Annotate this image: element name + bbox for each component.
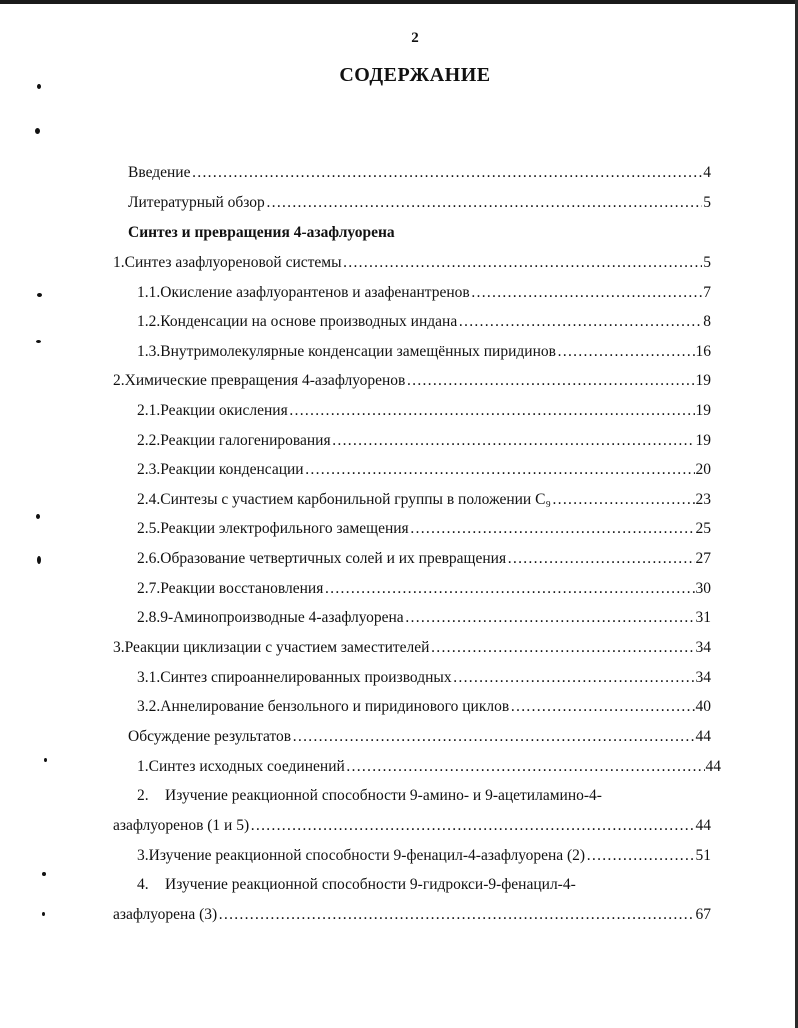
scan-top-border — [0, 0, 798, 4]
toc-entry-s2-1 — [137, 400, 711, 422]
toc-entry-number: 2.6. — [137, 550, 161, 567]
toc-entry-number: 1. — [113, 254, 125, 271]
toc-entry-number: 2.7. — [137, 580, 161, 597]
leader-dots — [332, 430, 695, 452]
leader-dots — [507, 548, 694, 570]
toc-entry-number: 1. — [137, 758, 149, 775]
toc-entry-text: 9-Аминопроизводные 4-азафлуорена — [160, 609, 404, 626]
toc-entry-number: 2.4. — [137, 491, 161, 508]
toc-entry-text: Реакции электрофильного замещения — [160, 520, 409, 537]
page-number: 2 — [411, 30, 419, 46]
leader-dots — [430, 637, 694, 659]
leader-dots — [343, 252, 703, 274]
toc-entry-s2-7 — [137, 578, 711, 600]
toc-entry-page: 8 — [703, 313, 711, 330]
leader-dots — [289, 400, 695, 422]
toc-entry-number: 3.1. — [137, 669, 161, 686]
leader-dots — [552, 489, 695, 511]
leader-dots — [557, 341, 695, 363]
toc-entry-s2-5 — [137, 518, 711, 540]
toc-entry-page: 44 — [695, 817, 711, 834]
leader-dots — [305, 459, 695, 481]
toc-entry-d1 — [137, 756, 721, 778]
toc-entry-page: 20 — [695, 461, 711, 478]
leader-dots — [410, 518, 695, 540]
toc-entry-discussion — [128, 726, 711, 748]
toc-entry-number: 4. — [137, 876, 149, 893]
toc-entry-s2-3 — [137, 459, 711, 481]
toc-entry-text: Реакции восстановления — [160, 580, 324, 597]
toc-entry-text: Синтез спироаннелированных производных — [160, 669, 452, 686]
toc-entry-s1-2 — [137, 311, 711, 333]
leader-dots — [250, 815, 694, 837]
toc-entry-text: Конденсации на основе производных индана — [160, 313, 458, 330]
scan-speck — [37, 293, 42, 297]
toc-entry-text: Реакции окисления — [160, 402, 288, 419]
toc-entry-page: 4 — [703, 164, 711, 181]
leader-dots — [471, 282, 703, 304]
toc-entry-s1-3 — [137, 341, 711, 363]
toc-entry-d4-line2 — [113, 904, 711, 926]
toc-entry-lit-review — [128, 192, 711, 214]
toc-entry-s2-4 — [137, 489, 711, 511]
scan-speck — [42, 872, 46, 876]
toc-entry-d2-line2 — [113, 815, 711, 837]
toc-entry-text: Реакции циклизации с участием заместителей — [124, 639, 430, 656]
toc-entry-text: азафлуоренов (1 и 5) — [113, 817, 250, 834]
scan-speck — [36, 340, 41, 343]
toc-entry-text: Химические превращения 4-азафлуоренов — [124, 372, 406, 389]
toc-entry-text: Синтез азафлуореновой системы — [124, 254, 342, 271]
toc-entry-text: Окисление азафлуорантенов и азафенантренов — [160, 284, 470, 301]
toc-entry-number: 2.1. — [137, 402, 161, 419]
toc-entry-page: 44 — [705, 758, 721, 775]
leader-dots — [292, 726, 694, 748]
toc-entry-s2-6 — [137, 548, 711, 570]
toc-entry-number: 3.2. — [137, 698, 161, 715]
toc-entry-number: 2. — [113, 372, 125, 389]
toc-entry-number: 2.8. — [137, 609, 161, 626]
toc-entry-number: 2.3. — [137, 461, 161, 478]
toc-entry-text: Литературный обзор — [128, 194, 265, 211]
toc-entry-s2-2 — [137, 430, 711, 452]
leader-dots — [191, 162, 702, 184]
toc-entry-text: Изучение реакционной способности 9-амино- и 9-ацетиламино-4- — [165, 787, 602, 804]
toc-entry-text: Аннелирование бензольного и пиридинового циклов — [160, 698, 510, 715]
leader-dots — [458, 311, 702, 333]
leader-dots — [266, 192, 702, 214]
scan-speck — [44, 758, 47, 762]
toc-entry-page: 44 — [695, 728, 711, 745]
toc-entry-text: Синтез и превращения 4-азафлуорена — [128, 224, 395, 241]
toc-entry-s3-1 — [137, 667, 711, 689]
toc-entry-page: 67 — [695, 906, 711, 923]
toc-entry-s1-1 — [137, 282, 711, 304]
leader-dots — [453, 667, 695, 689]
toc-entry-text: Изучение реакционной способности 9-фенацил-4-азафлуорена (2) — [148, 847, 586, 864]
toc-entry-number: 1.2. — [137, 313, 161, 330]
toc-entry-s2-8 — [137, 607, 711, 629]
toc-entry-text: азафлуорена (3) — [113, 906, 218, 923]
scan-speck — [37, 556, 41, 564]
toc-entry-number: 3. — [137, 847, 149, 864]
toc-entry-number: 2. — [137, 787, 149, 804]
toc-entry-intro — [128, 162, 711, 184]
toc-entry-text: Внутримолекулярные конденсации замещённых пиридинов — [160, 343, 556, 360]
toc-entry-number: 3. — [113, 639, 125, 656]
toc-entry-text: Синтез исходных соединений — [148, 758, 345, 775]
toc-entry-page: 7 — [703, 284, 711, 301]
leader-dots — [586, 845, 694, 867]
leader-dots — [405, 607, 695, 629]
toc-entry-text: Обсуждение результатов — [128, 728, 292, 745]
toc-entry-number: 1.3. — [137, 343, 161, 360]
toc-entry-text: Реакции галогенирования — [160, 432, 331, 449]
toc-entry-page: 19 — [695, 372, 711, 389]
toc-section-heading — [128, 222, 711, 244]
toc-entry-page: 51 — [695, 847, 711, 864]
toc-entry-page: 34 — [695, 669, 711, 686]
toc-entry-s3-2 — [137, 696, 711, 718]
toc-entry-page: 27 — [695, 550, 711, 567]
scan-speck — [35, 128, 40, 134]
toc-entry-s2 — [113, 370, 711, 392]
toc-entry-page: 5 — [703, 254, 711, 271]
toc-entry-text: Синтезы с участием карбонильной группы в положении C₉ — [160, 491, 551, 508]
toc-entry-text: Образование четвертичных солей и их превращения — [160, 550, 507, 567]
toc-entry-page: 31 — [695, 609, 711, 626]
toc-entry-d4-line1 — [137, 874, 711, 896]
toc-entry-page: 19 — [695, 402, 711, 419]
toc-entry-page: 34 — [695, 639, 711, 656]
scan-speck — [42, 912, 45, 916]
toc-entry-number: 2.5. — [137, 520, 161, 537]
leader-dots — [346, 756, 705, 778]
toc-entry-page: 23 — [695, 491, 711, 508]
toc-entry-page: 16 — [695, 343, 711, 360]
toc-entry-s1 — [113, 252, 711, 274]
toc-entry-d3 — [137, 845, 711, 867]
toc-entry-number: 2.2. — [137, 432, 161, 449]
toc-entry-page: 25 — [695, 520, 711, 537]
toc-entry-number: 1.1. — [137, 284, 161, 301]
leader-dots — [510, 696, 694, 718]
leader-dots — [324, 578, 694, 600]
toc-entry-page: 5 — [703, 194, 711, 211]
toc-entry-text: Введение — [128, 164, 191, 181]
toc-entry-s3 — [113, 637, 711, 659]
toc-entry-text: Реакции конденсации — [160, 461, 304, 478]
toc-entry-text: Изучение реакционной способности 9-гидрокси-9-фенацил-4- — [165, 876, 576, 893]
toc-entry-page: 30 — [695, 580, 711, 597]
toc-entry-page: 19 — [695, 432, 711, 449]
leader-dots — [218, 904, 694, 926]
toc-entry-page: 40 — [695, 698, 711, 715]
scan-speck — [36, 514, 40, 519]
page-title: СОДЕРЖАНИЕ — [339, 64, 491, 86]
toc-entry-d2-line1 — [137, 785, 711, 807]
leader-dots — [406, 370, 694, 392]
